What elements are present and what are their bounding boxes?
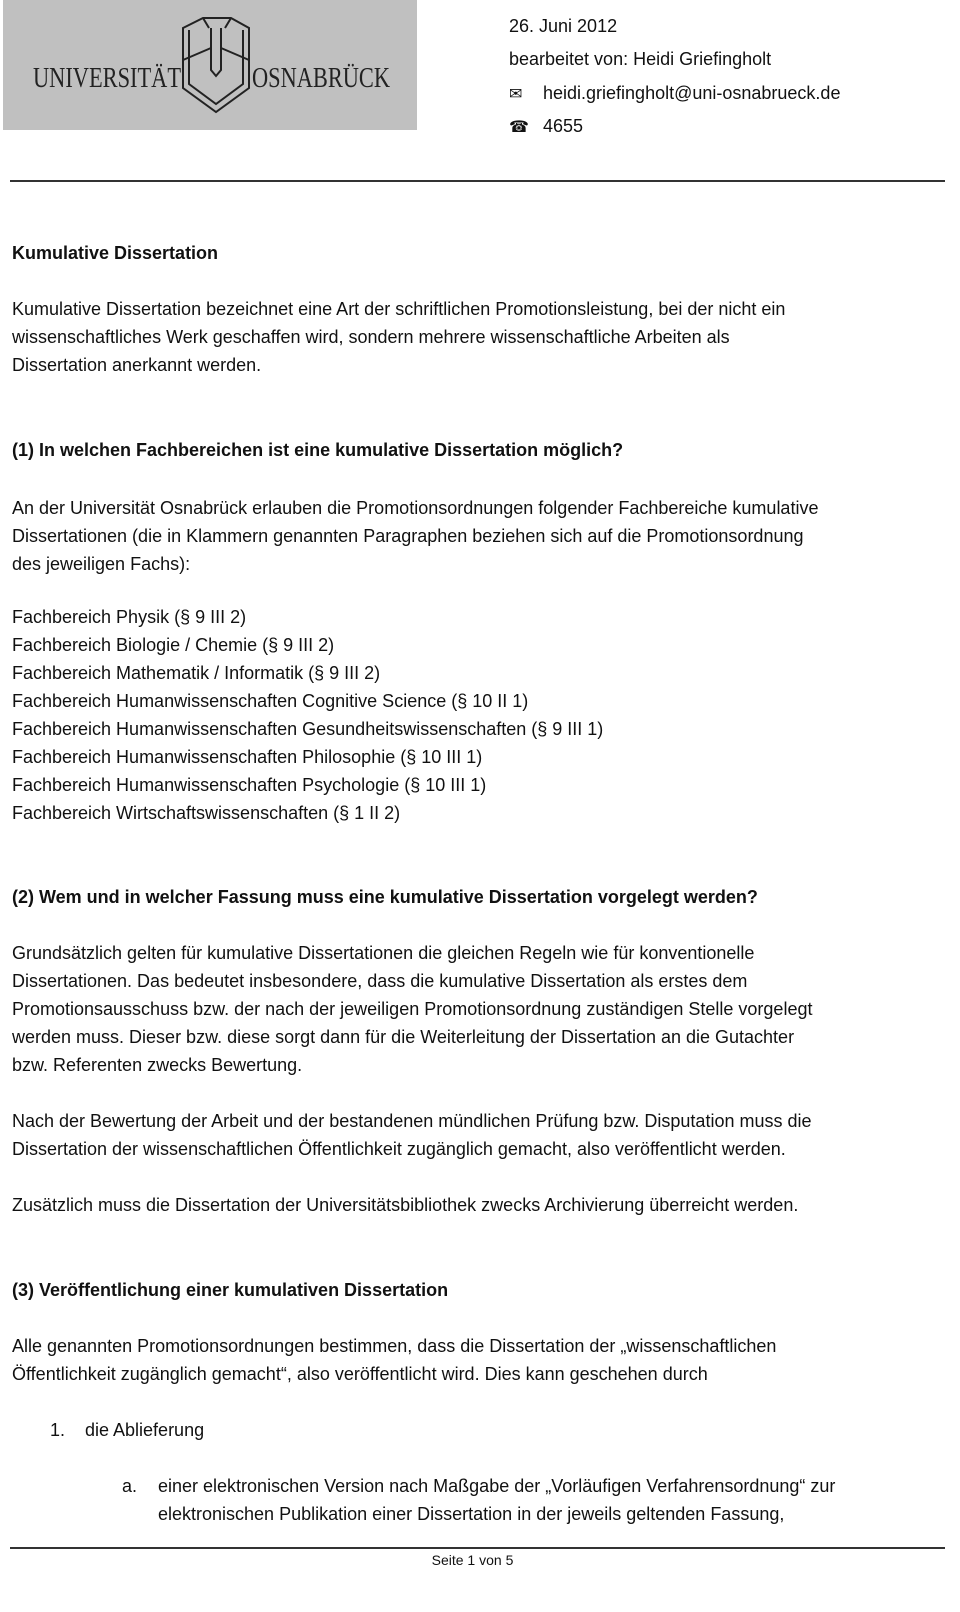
- text-line: bzw. Referenten zwecks Bewertung.: [12, 1055, 303, 1075]
- text-line: Fachbereich Physik (§ 9 III 2): [12, 607, 247, 627]
- university-logo: [3, 0, 417, 130]
- header-editor: bearbeitet von: Heidi Griefingholt: [509, 49, 772, 69]
- text-line: Alle genannten Promotionsordnungen bestimmen, dass die Dissertation der „wissenschaftlichen: [12, 1336, 777, 1356]
- text-line: Fachbereich Mathematik / Informatik (§ 9 III 2): [12, 663, 381, 683]
- text-line: An der Universität Osnabrück erlauben die Promotionsordnungen folgender Fachbereiche kumulative: [12, 498, 819, 518]
- logo-right-word: OSNABRÜCK: [252, 62, 391, 94]
- logo-emblem-icon: [3, 0, 417, 130]
- header-email[interactable]: heidi.griefingholt@uni-osnabrueck.de: [543, 83, 841, 103]
- page-number: Seite 1 von 5: [431, 1552, 514, 1568]
- header-divider: [10, 180, 945, 182]
- text-line: Dissertationen (die in Klammern genannten Paragraphen beziehen sich auf die Promotionsordnung: [12, 526, 804, 546]
- text-line: Fachbereich Biologie / Chemie (§ 9 III 2): [12, 635, 335, 655]
- header-date: 26. Juni 2012: [509, 16, 618, 36]
- footer-divider: [10, 1547, 945, 1549]
- text-line: Nach der Bewertung der Arbeit und der bestandenen mündlichen Prüfung bzw. Disputation muss die: [12, 1111, 812, 1131]
- list-item-1a: [158, 1472, 948, 1528]
- text-line: elektronischen Publikation einer Dissertation in der jeweils geltenden Fassung,: [158, 1504, 785, 1524]
- intro-paragraph: [12, 295, 942, 379]
- text-line: Dissertation anerkannt werden.: [12, 355, 262, 375]
- section3-paragraph: [12, 1332, 942, 1388]
- header-phone-row: [509, 112, 583, 142]
- section2-paragraph-1: [12, 939, 942, 1079]
- text-line: Öffentlichkeit zugänglich gemacht“, also veröffentlicht wird. Dies kann geschehen durch: [12, 1364, 708, 1384]
- list-item-1: die Ablieferung: [85, 1420, 205, 1440]
- envelope-icon: ✉: [509, 86, 523, 103]
- text-line: Fachbereich Humanwissenschaften Cognitive Science (§ 10 II 1): [12, 691, 529, 711]
- text-line: Zusätzlich muss die Dissertation der Universitätsbibliothek zwecks Archivierung überreicht werden.: [12, 1195, 799, 1215]
- section1-paragraph: [12, 494, 942, 578]
- faculty-list: [12, 603, 942, 827]
- document-title: Kumulative Dissertation: [12, 243, 219, 263]
- header-phone: 4655: [543, 116, 584, 136]
- section1-heading: (1) In welchen Fachbereichen ist eine kumulative Dissertation möglich?: [12, 440, 624, 460]
- text-line: werden muss. Dieser bzw. diese sorgt dann für die Weiterleitung der Dissertation an die Gutachter: [12, 1027, 795, 1047]
- text-line: des jeweiligen Fachs):: [12, 554, 191, 574]
- text-line: einer elektronischen Version nach Maßgabe der „Vorläufigen Verfahrensordnung“ zur: [158, 1476, 836, 1496]
- text-line: Fachbereich Humanwissenschaften Gesundheitswissenschaften (§ 9 III 1): [12, 719, 604, 739]
- section3-heading: (3) Veröffentlichung einer kumulativen Dissertation: [12, 1280, 449, 1300]
- logo-left-word: UNIVERSITÄT: [33, 62, 182, 94]
- list-marker-1: 1.: [50, 1420, 66, 1440]
- section2-paragraph-2: [12, 1107, 942, 1163]
- text-line: Dissertationen. Das bedeutet insbesondere, dass die kumulative Dissertation als erstes dem: [12, 971, 748, 991]
- text-line: Fachbereich Wirtschaftswissenschaften (§ 1 II 2): [12, 803, 401, 823]
- text-line: Kumulative Dissertation bezeichnet eine Art der schriftlichen Promotionsleistung, bei der nicht ein: [12, 299, 786, 319]
- text-line: Dissertation der wissenschaftlichen Öffentlichkeit zugänglich gemacht, also veröffentlicht werden.: [12, 1139, 786, 1159]
- text-line: Fachbereich Humanwissenschaften Psychologie (§ 10 III 1): [12, 775, 487, 795]
- text-line: Grundsätzlich gelten für kumulative Dissertationen die gleichen Regeln wie für konventionelle: [12, 943, 755, 963]
- section2-heading: (2) Wem und in welcher Fassung muss eine kumulative Dissertation vorgelegt werden?: [12, 887, 758, 907]
- list-marker-1a: a.: [122, 1476, 138, 1496]
- text-line: Fachbereich Humanwissenschaften Philosophie (§ 10 III 1): [12, 747, 483, 767]
- text-line: Promotionsausschuss bzw. der nach der jeweiligen Promotionsordnung zuständigen Stelle vorgelegt: [12, 999, 813, 1019]
- section2-paragraph-3: [12, 1191, 942, 1219]
- telephone-icon: ☎: [509, 119, 529, 136]
- header-email-row: [509, 79, 840, 109]
- text-line: wissenschaftliches Werk geschaffen wird, sondern mehrere wissenschaftliche Arbeiten als: [12, 327, 730, 347]
